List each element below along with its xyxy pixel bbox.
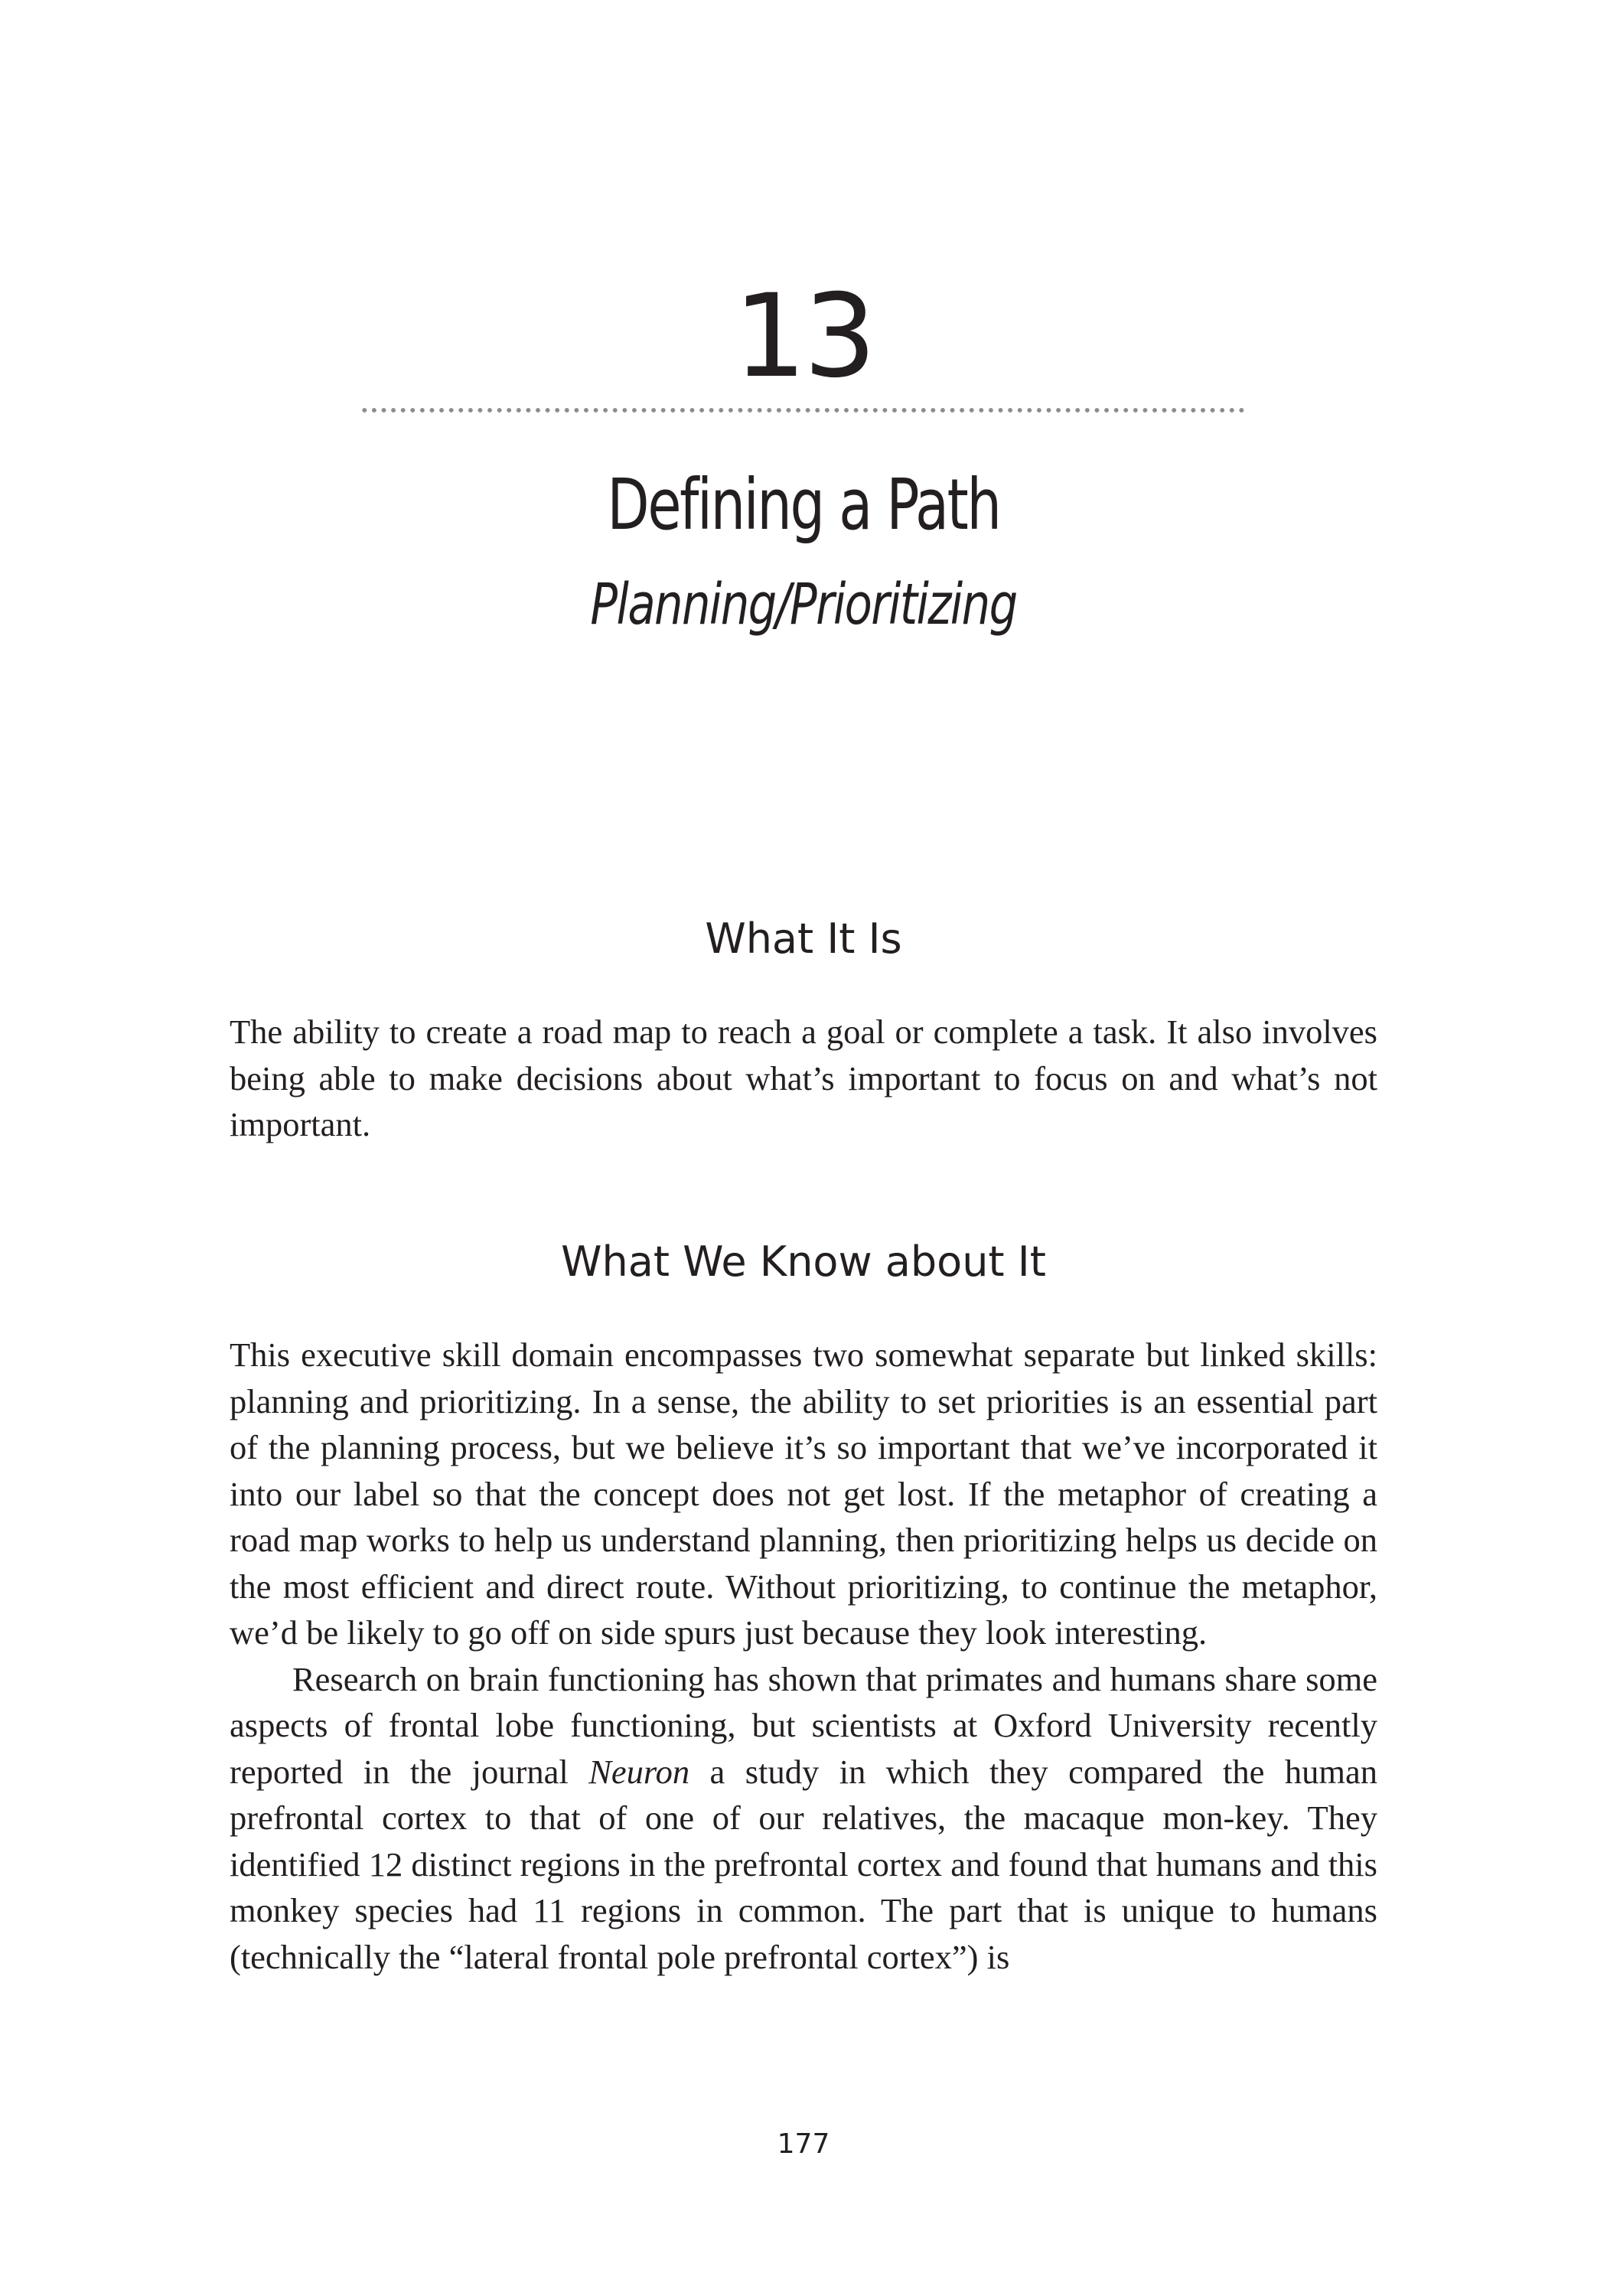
section-heading-what-it-is: What It Is	[705, 915, 902, 963]
chapter-number: 13	[733, 270, 874, 403]
journal-name: Neuron	[588, 1752, 690, 1791]
page-number: 177	[777, 2128, 830, 2160]
section-body-what-it-is	[230, 1009, 1377, 1148]
paragraph-text: a study in which they compared the human prefrontal cortex to that of one of our relatives, the macaque mon-key. They identified 12 distinct regions in the prefrontal cortex and found that humans and this monkey species had 11 regions in common. The part that is unique to humans (technically the “lateral frontal pole prefrontal cortex”) is	[230, 1752, 1378, 1976]
paragraph	[230, 1656, 1377, 1981]
chapter-title: Defining a Path	[607, 464, 1000, 546]
section-heading-what-we-know: What We Know about It	[561, 1238, 1046, 1286]
dotted-divider	[360, 407, 1247, 413]
paragraph: This executive skill domain encompasses two somewhat separate but linked skills: planning and prioritizing. In a sense, the ability to set priorities is an essential part of the planning process, but we believe it’s so important that we’ve incorporated it into our label so that the concept does not get lost. If the metaphor of creating a road map works to help us understand planning, then prioritizing helps us decide on the most efficient and direct route. Without prioritizing, to continue the metaphor, we’d be likely to go off on side spurs just because they look interesting.	[230, 1336, 1377, 1652]
section-body-what-we-know	[230, 1332, 1377, 1980]
paragraph-text: Research on brain functioning has shown that primates and humans share some aspects of frontal lobe functioning, but scientists at Oxford University recently reported in the journal	[230, 1659, 1377, 1791]
paragraph: The ability to create a road map to reach a goal or complete a task. It also involves being able to make decisions about what’s important to focus on and what’s not important.	[230, 1013, 1377, 1143]
chapter-subtitle: Planning/Prioritizing	[590, 572, 1017, 638]
